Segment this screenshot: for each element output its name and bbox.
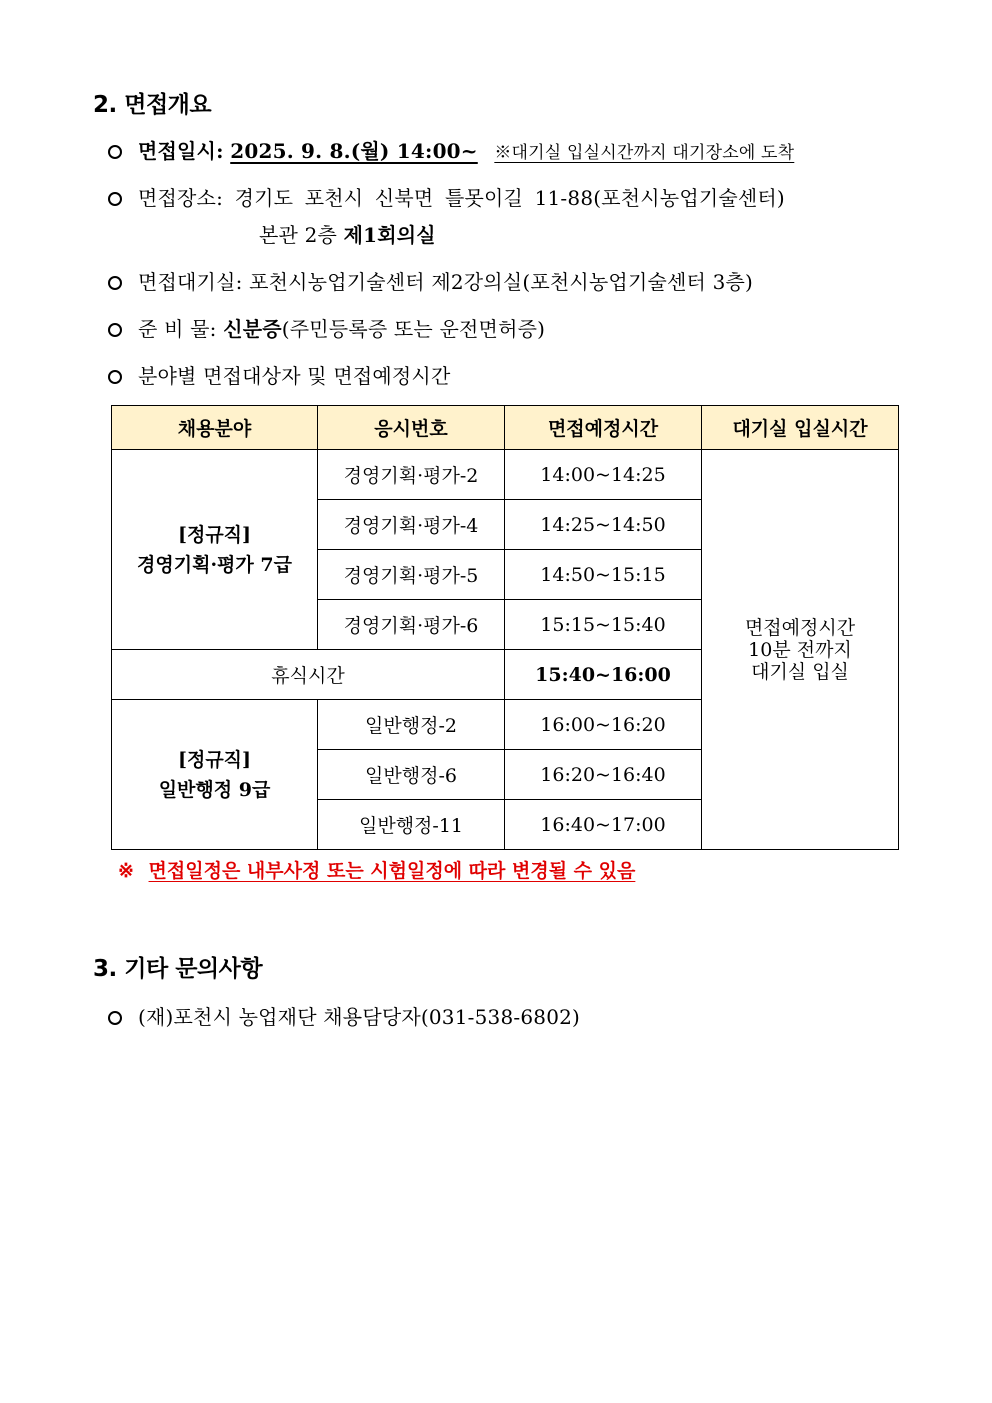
note-line-3: 대기실 입실 bbox=[751, 660, 849, 683]
applicant-number: 경영기획·평가-2 bbox=[318, 450, 505, 500]
place-value: 경기도 포천시 신북면 틀못이길 11-88(포천시농업기술센터) bbox=[234, 186, 785, 210]
interview-time: 16:40~17:00 bbox=[505, 800, 702, 850]
interview-time: 14:25~14:50 bbox=[505, 500, 702, 550]
circle-bullet-icon bbox=[108, 323, 122, 337]
items-label: 준 비 물: bbox=[138, 317, 217, 341]
waiting-room-row bbox=[108, 266, 753, 295]
header-interview-time: 면접예정시간 bbox=[505, 406, 702, 450]
group-management-type: [정규직] bbox=[177, 523, 252, 546]
place-label: 면접장소: bbox=[138, 186, 224, 210]
interview-time: 15:15~15:40 bbox=[505, 600, 702, 650]
interview-datetime-row bbox=[108, 135, 794, 164]
header-applicant-number: 응시번호 bbox=[318, 406, 505, 450]
schedule-title-row bbox=[108, 360, 450, 389]
group-management-name: 경영기획·평가 7급 bbox=[137, 553, 292, 576]
circle-bullet-icon bbox=[108, 276, 122, 290]
interview-time: 16:20~16:40 bbox=[505, 750, 702, 800]
note-line-1: 면접예정시간 bbox=[744, 616, 856, 639]
waiting-entry-note-cell bbox=[702, 450, 899, 850]
waiting-label: 면접대기실: bbox=[138, 270, 243, 294]
datetime-value: 2025. 9. 8.(월) 14:00~ bbox=[230, 139, 478, 163]
applicant-number: 경영기획·평가-6 bbox=[318, 600, 505, 650]
contact-row bbox=[108, 1001, 580, 1030]
items-row bbox=[108, 313, 545, 342]
applicant-number: 일반행정-11 bbox=[318, 800, 505, 850]
group-admin-name: 일반행정 9급 bbox=[158, 778, 271, 801]
group-management-cell bbox=[112, 450, 318, 650]
contact-text: (재)포천시 농업재단 채용담당자(031-538-6802) bbox=[138, 1005, 581, 1029]
break-label: 휴식시간 bbox=[112, 650, 505, 700]
interview-schedule-table bbox=[111, 405, 899, 850]
datetime-note: ※대기실 입실시간까지 대기장소에 도착 bbox=[494, 143, 795, 163]
group-admin-cell bbox=[112, 700, 318, 850]
circle-bullet-icon bbox=[108, 1011, 122, 1025]
circle-bullet-icon bbox=[108, 370, 122, 384]
applicant-number: 경영기획·평가-4 bbox=[318, 500, 505, 550]
section-2-heading: 2. 면접개요 bbox=[93, 92, 212, 118]
circle-bullet-icon bbox=[108, 145, 122, 159]
applicant-number: 일반행정-2 bbox=[318, 700, 505, 750]
reference-mark-icon: ※ bbox=[118, 860, 134, 882]
group-admin-type: [정규직] bbox=[177, 748, 252, 771]
interview-time: 16:00~16:20 bbox=[505, 700, 702, 750]
header-field: 채용분야 bbox=[112, 406, 318, 450]
applicant-number: 일반행정-6 bbox=[318, 750, 505, 800]
interview-place-row-2 bbox=[259, 219, 436, 248]
warning-text: 면접일정은 내부사정 또는 시험일정에 따라 변경될 수 있음 bbox=[148, 860, 636, 882]
table-row bbox=[112, 450, 899, 500]
interview-place-row bbox=[108, 182, 785, 211]
section-3-heading: 3. 기타 문의사항 bbox=[93, 956, 263, 982]
waiting-value: 포천시농업기술센터 제2강의실(포천시농업기술센터 3층) bbox=[249, 270, 754, 294]
applicant-number: 경영기획·평가-5 bbox=[318, 550, 505, 600]
items-rest: (주민등록증 또는 운전면허증) bbox=[281, 317, 546, 341]
datetime-label: 면접일시: bbox=[138, 139, 224, 163]
header-waiting-entry: 대기실 입실시간 bbox=[702, 406, 899, 450]
note-line-2: 10분 전까지 bbox=[748, 638, 852, 661]
interview-time: 14:50~15:15 bbox=[505, 550, 702, 600]
schedule-change-warning bbox=[118, 856, 635, 883]
interview-time: 14:00~14:25 bbox=[505, 450, 702, 500]
place-floor: 본관 2층 bbox=[259, 223, 338, 247]
items-id-card: 신분증 bbox=[223, 317, 282, 341]
schedule-title: 분야별 면접대상자 및 면접예정시간 bbox=[138, 364, 451, 388]
break-time: 15:40~16:00 bbox=[505, 650, 702, 700]
table-header-row bbox=[112, 406, 899, 450]
circle-bullet-icon bbox=[108, 192, 122, 206]
place-room: 제1회의실 bbox=[343, 223, 436, 247]
